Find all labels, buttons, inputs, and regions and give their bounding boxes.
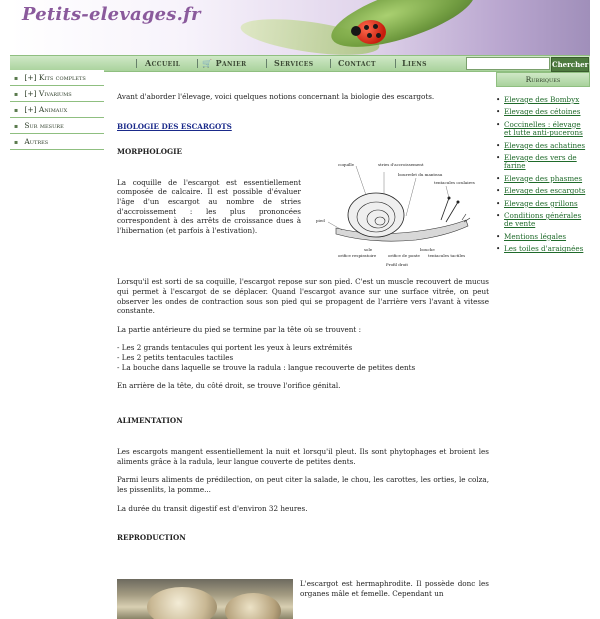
morphologie-paragraph-2: Lorsqu'il est sorti de sa coquille, l'escargot repose sur son pied. C'est un muscle recouvert de mucus qui permet à l'escargot de se déplacer. Quand l'escargot avance sur une surface vitrée, on peut observer les ondes de contraction sous son pied qui se propagent de l'arrière vers l'avant à vitesse constante. <box>117 277 489 316</box>
header-banner <box>10 0 590 55</box>
page-title-link[interactable]: BIOLOGIE DES ESCARGOTS <box>117 121 232 131</box>
nav-separator <box>136 59 137 68</box>
snail-photo <box>117 579 293 619</box>
alimentation-paragraph-2: Parmi leurs aliments de prédilection, on peut citer la salade, le chou, les carottes, les orties, le colza, les pissenlits, la pomme... <box>117 475 489 495</box>
rubrique-link[interactable]: • Coccinelles : élevage et lutte anti-pucerons <box>496 121 590 142</box>
search-button[interactable]: Chercher <box>551 57 589 72</box>
search-input[interactable] <box>466 57 550 70</box>
bullet-item: - Les 2 grands tentacules qui portent les yeux à leurs extrémités <box>117 343 353 353</box>
section-heading-morphologie: MORPHOLOGIE <box>117 147 182 157</box>
diagram-label-bourrelet: bourrelet du manteau <box>398 172 443 177</box>
main-content <box>117 92 489 598</box>
bullet-icon: ▪ <box>14 91 19 98</box>
diagram-label-orifice-respiratoire: orifice respiratoire <box>338 253 377 258</box>
left-sidebar <box>10 70 104 150</box>
nav-separator <box>330 59 331 68</box>
rubrique-link[interactable]: • Elevage des Bombyx <box>496 96 590 108</box>
rubrique-link[interactable]: • Elevage des phasmes <box>496 175 590 187</box>
ladybug-image <box>356 20 386 44</box>
morphologie-paragraph-1: La coquille de l'escargot est essentiellement composée de calcaire. Il est possible d'évaluer l'âge d'un escargot au nombre de stries d'accroissement : les plus prononcées correspondent à des arrêts de croissance dues à l'hibernation (et parfois à l'estivation). <box>117 177 301 235</box>
diagram-label-coquille: coquille <box>338 162 354 167</box>
menu-prefix: [+] <box>24 73 37 82</box>
alimentation-paragraph-3: La durée du transit digestif est d'environ 32 heures. <box>117 503 308 513</box>
rubrique-link[interactable]: • Elevage des cétoines <box>496 108 590 120</box>
section-heading-reproduction: REPRODUCTION <box>117 533 186 543</box>
diagram-label-orifice-ponte: orifice de ponte <box>388 253 420 258</box>
diagram-label-tentacules-tactiles: tentacules tactiles <box>428 253 466 258</box>
menu-item-vivariums[interactable] <box>10 86 104 102</box>
nav-separator <box>266 59 267 68</box>
rubriques-heading: Rubriques <box>496 72 590 87</box>
nav-accueil[interactable]: Accueil <box>145 58 181 68</box>
diagram-label-bouche: bouche <box>420 247 435 252</box>
site-logo[interactable]: Petits-elevages.fr <box>22 4 201 25</box>
bullet-item: - La bouche dans laquelle se trouve la radula : langue recouverte de petites dents <box>117 362 416 372</box>
menu-prefix: [+] <box>24 89 37 98</box>
rubrique-link[interactable]: • Les toiles d'araignées <box>496 245 590 257</box>
cart-icon: 🛒 <box>202 58 213 68</box>
bullet-icon: ▪ <box>14 123 19 130</box>
snail-anatomy-diagram <box>316 160 486 268</box>
bullet-icon: ▪ <box>14 107 19 114</box>
diagram-label-sole: sole <box>364 247 373 252</box>
menu-item-sur-mesure[interactable] <box>10 118 104 134</box>
alimentation-paragraph-1: Les escargots mangent essentiellement la nuit et lorsqu'il pleut. Ils sont phytophages et broient les aliments grâce à la radula, leur langue couverte de petites dents. <box>117 447 489 466</box>
rubrique-link[interactable]: • Conditions générales de vente <box>496 212 590 233</box>
morphologie-paragraph-4: En arrière de la tête, du côté droit, se trouve l'orifice génital. <box>117 381 341 391</box>
reproduction-paragraph-1: L'escargot est hermaphrodite. Il possède donc les organes mâle et femelle. Cependant un <box>300 579 489 598</box>
menu-item-autres[interactable] <box>10 134 104 150</box>
rubrique-link[interactable]: • Elevage des vers de farine <box>496 154 590 175</box>
menu-item-animaux[interactable] <box>10 102 104 118</box>
bullet-icon: ▪ <box>14 75 19 82</box>
section-heading-alimentation: ALIMENTATION <box>117 415 183 425</box>
nav-liens[interactable]: Liens <box>402 58 427 68</box>
right-sidebar <box>496 72 590 258</box>
bullet-icon: ▪ <box>14 139 19 146</box>
rubrique-link[interactable]: • Elevage des grillons <box>496 200 590 212</box>
nav-separator <box>395 59 396 68</box>
rubrique-link[interactable]: • Mentions légales <box>496 233 590 245</box>
rubrique-link[interactable]: • Elevage des achatines <box>496 142 590 154</box>
diagram-caption: Profil droit <box>386 262 408 267</box>
menu-label: Autres <box>24 137 49 146</box>
menu-label: Animaux <box>38 105 68 114</box>
intro-text: Avant d'aborder l'élevage, voici quelques notions concernant la biologie des escargots. <box>117 92 435 101</box>
rubrique-link[interactable]: • Elevage des escargots <box>496 187 590 199</box>
nav-separator <box>197 59 198 68</box>
nav-panier-label: Panier <box>215 58 247 68</box>
bullet-item: - Les 2 petits tentacules tactiles <box>117 352 234 362</box>
nav-panier[interactable] <box>202 56 246 71</box>
diagram-label-pied: pied <box>316 218 325 223</box>
nav-contact[interactable]: Contact <box>338 58 376 68</box>
menu-item-kits[interactable] <box>10 70 104 86</box>
morphologie-paragraph-3: La partie antérieure du pied se termine par la tête où se trouvent : <box>117 324 362 334</box>
diagram-label-stries: stries d'accroissement <box>378 162 424 167</box>
menu-prefix: [+] <box>24 105 37 114</box>
nav-services[interactable]: Services <box>274 58 314 68</box>
diagram-label-tentacules-oculaires: tentacules oculaires <box>434 180 475 185</box>
leaf-decoration <box>325 0 482 55</box>
menu-label: Sur mesure <box>24 121 64 130</box>
menu-label: Kits complets <box>38 73 86 82</box>
menu-label: Vivariums <box>38 89 72 98</box>
